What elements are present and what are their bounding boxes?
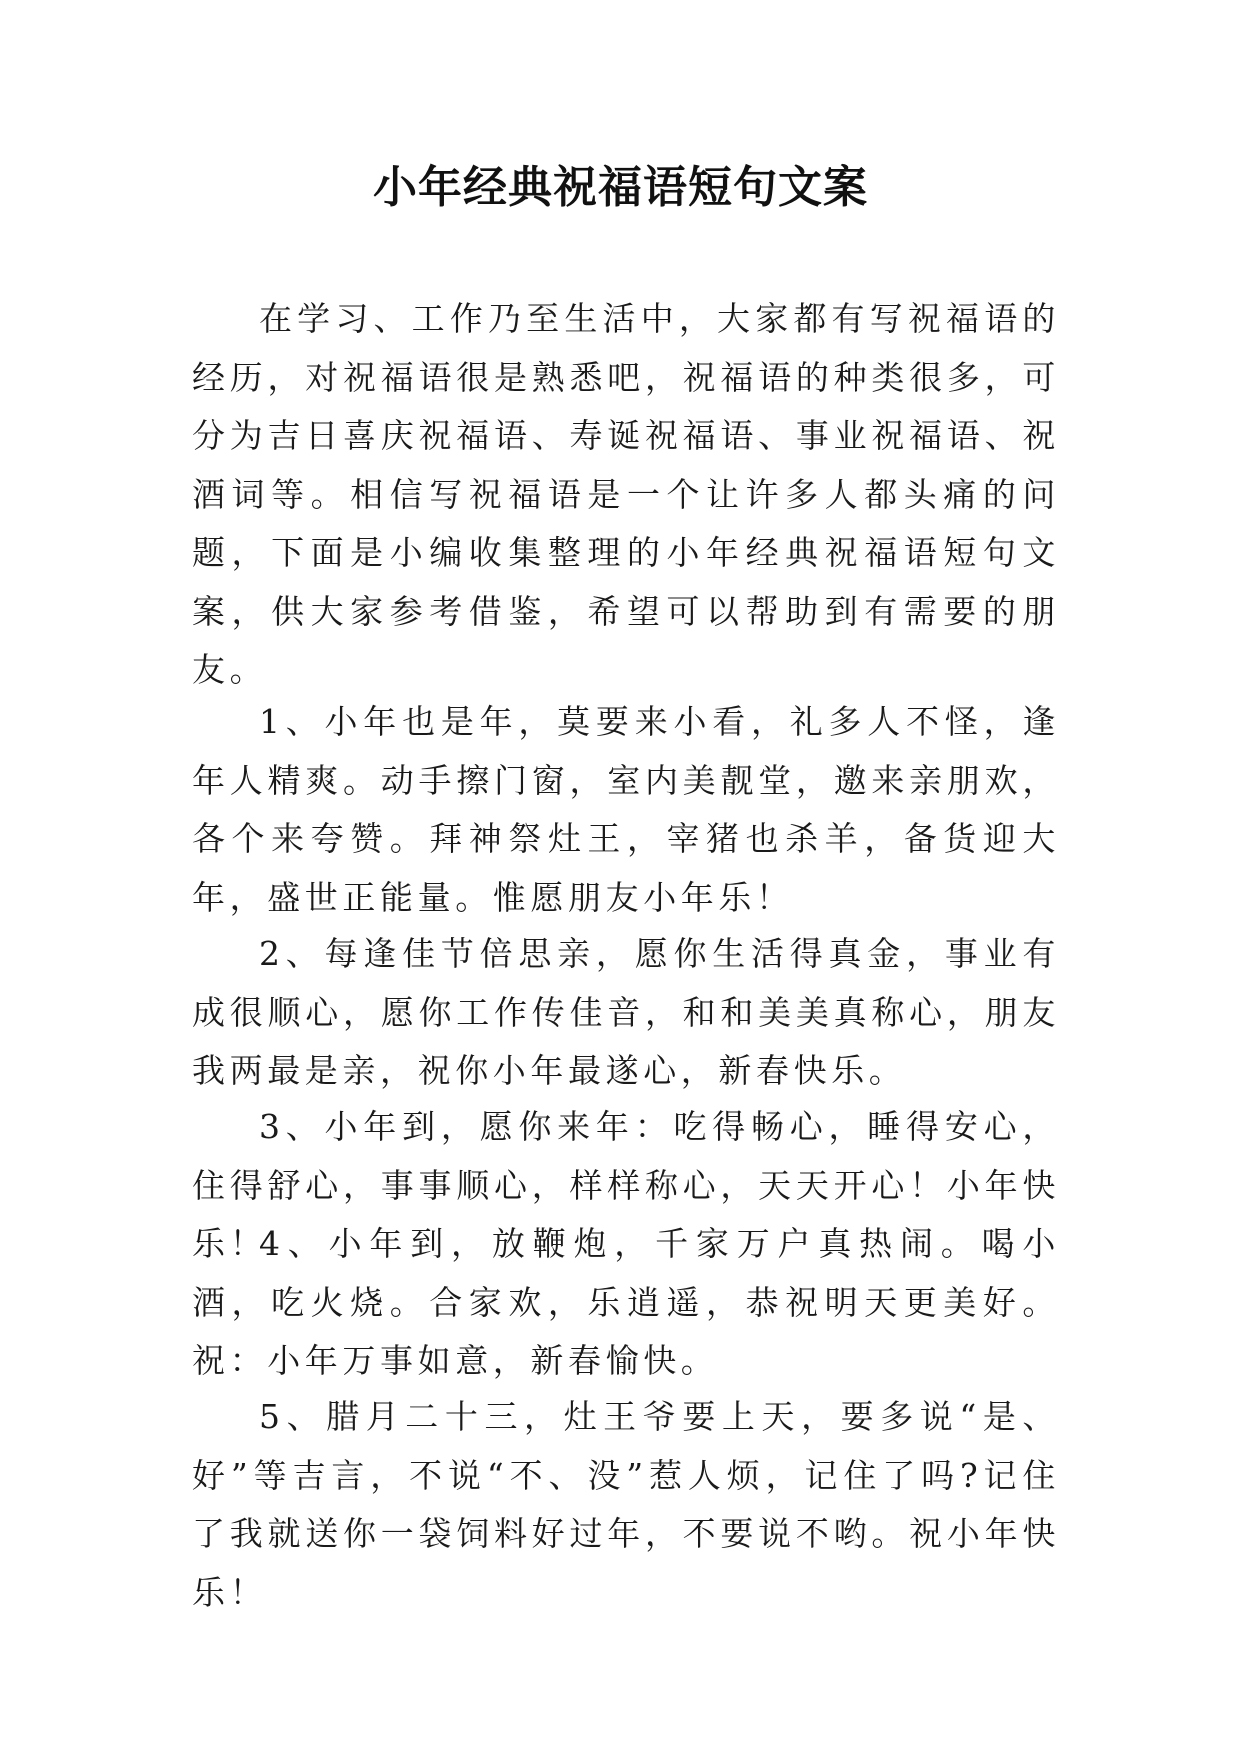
blessing-item-4: 4、小年到，放鞭炮，千家万户真热闹。喝小酒，吃火烧。合家欢，乐逍遥，恭祝明天更美好。祝：小年万事如意，新春愉快。 <box>192 1224 1060 1380</box>
blessing-item-5: 5、腊月二十三，灶王爷要上天，要多说“是、好”等吉言，不说“不、没”惹人烦，记住了吗?记住了我就送你一袋饲料好过年，不要说不哟。祝小年快乐！ <box>192 1397 1060 1612</box>
page-title: 小年经典祝福语短句文案 <box>373 162 868 213</box>
intro-paragraph: 在学习、工作乃至生活中，大家都有写祝福语的经历，对祝福语很是熟悉吧，祝福语的种类很多，可分为吉日喜庆祝福语、寿诞祝福语、事业祝福语、祝酒词等。相信写祝福语是一个让许多人都头痛的问题，下面是小编收集整理的小年经典祝福语短句文案，供大家参考借鉴，希望可以帮助到有需要的朋友。 <box>192 299 1060 689</box>
blessing-item-1: 1、小年也是年，莫要来小看，礼多人不怪，逢年人精爽。动手擦门窗，室内美靓堂，邀来亲朋欢，各个来夸赞。拜神祭灶王，宰猪也杀羊，备货迎大年，盛世正能量。惟愿朋友小年乐！ <box>192 702 1060 917</box>
blessing-item-3: 3、小年到，愿你来年：吃得畅心，睡得安心，住得舒心，事事顺心，样样称心，天天开心！小年快乐！ <box>192 1107 1060 1263</box>
blessing-item-2: 2、每逢佳节倍思亲，愿你生活得真金，事业有成很顺心，愿你工作传佳音，和和美美真称心，朋友我两最是亲，祝你小年最遂心，新春快乐。 <box>192 934 1060 1090</box>
